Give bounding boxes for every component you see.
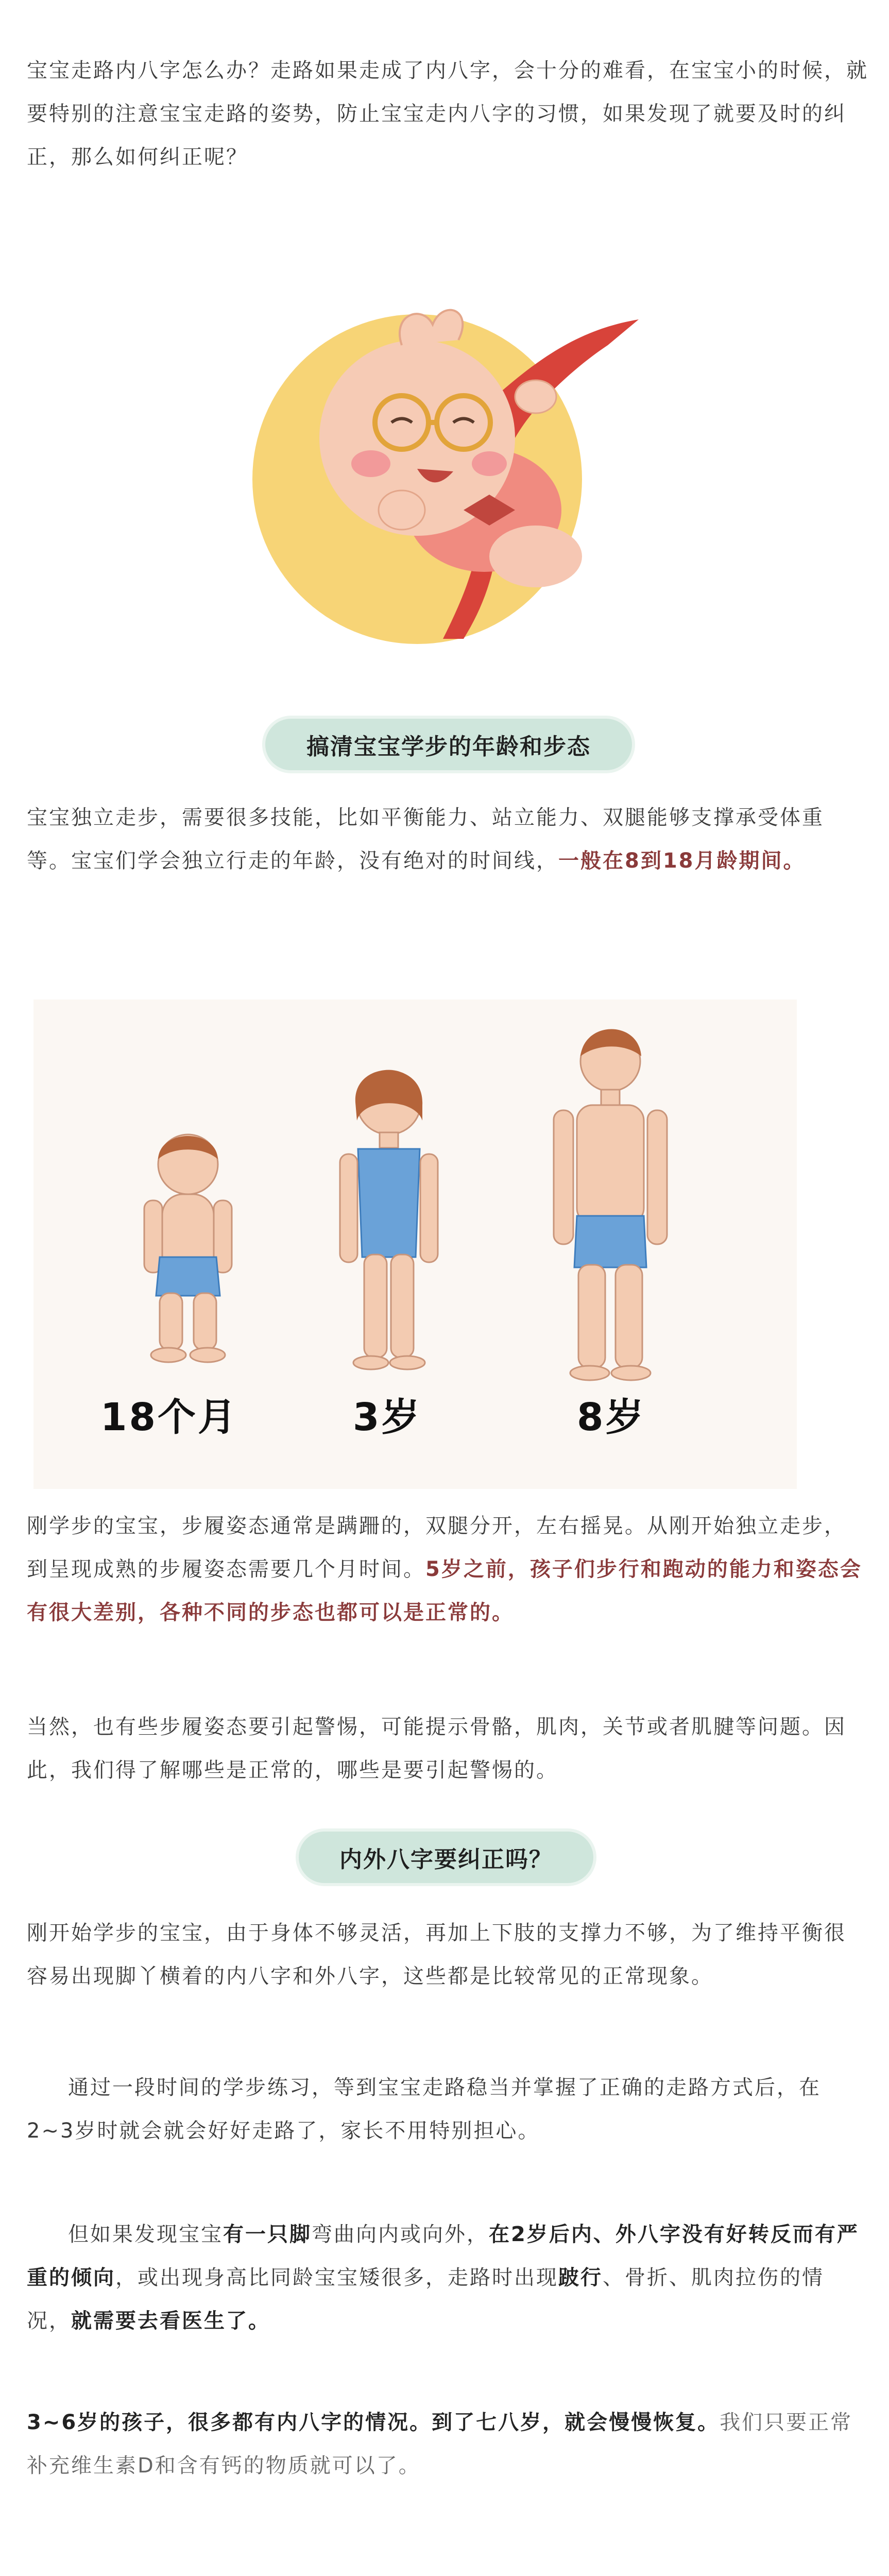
section2-paragraph-1: 刚开始学步的宝宝，由于身体不够灵活，再加上下肢的支撑力不够，为了维持平衡很容易出现脚丫横着的内八字和外八字，这些都是比较常见的正常现象。 xyxy=(27,1921,846,1988)
section1-p2-highlight: 5岁之前，孩子们步行和跑动的能力和姿态会有很大差别，各种不同的步态也都可以是正常的。 xyxy=(27,1557,862,1624)
section2-paragraph-3 xyxy=(27,2213,862,2343)
section1-paragraph-3: 当然，也有些步履姿态要引起警惕，可能提示骨骼，肌肉，关节或者肌腱等问题。因此，我们得了解哪些是正常的，哪些是要引起警惕的。 xyxy=(27,1715,846,1782)
children-growth-illustration xyxy=(33,999,797,1489)
section2-paragraph-2: 通过一段时间的学步练习，等到宝宝走路稳当并掌握了正确的走路方式后，在2~3岁时就会就会好好走路了，家长不用特别担心。 xyxy=(27,2076,821,2143)
section-title-gait: 搞清宝宝学步的年龄和步态 xyxy=(265,719,632,770)
s2p3-d: 在2岁后内、外八字没有好转反而有严重的倾向 xyxy=(27,2223,859,2290)
s2p4-a: 3~6岁的孩子，很多都有内八字的情况。到了七八岁，就会慢慢恢复。 xyxy=(27,2411,720,2434)
s2p3-a: 但如果发现宝宝 xyxy=(68,2223,223,2246)
child-3y-figure xyxy=(340,1070,438,1369)
baby-illustration xyxy=(247,268,670,659)
section1-paragraph-2 xyxy=(27,1504,862,1634)
section1-p1-highlight: 一般在8到18月龄期间。 xyxy=(558,849,806,873)
s2p3-h: 就需要去看医生了。 xyxy=(71,2309,270,2333)
s2p3-f: 跛行 xyxy=(558,2266,603,2290)
s2p3-b: 有一只脚 xyxy=(223,2223,312,2246)
toddler-figure xyxy=(144,1134,232,1362)
s2p3-g: 、骨折、肌肉拉伤的情况， xyxy=(27,2266,824,2333)
s2p3-c: 弯曲向内或向外， xyxy=(312,2223,489,2246)
age-caption-8-years: 8岁 xyxy=(577,1395,646,1439)
age-caption-3-years: 3岁 xyxy=(353,1395,422,1439)
section-title-correction: 内外八字要纠正吗？ xyxy=(299,1832,593,1883)
section1-p2-text: 刚学步的宝宝，步履姿态通常是蹒跚的，双腿分开，左右摇晃。从刚开始独立走步，到呈现成熟的步履姿态需要几个月时间。 xyxy=(27,1514,846,1581)
section2-paragraph-4 xyxy=(27,2401,862,2487)
intro-text: 宝宝走路内八字怎么办？走路如果走成了内八字，会十分的难看，在宝宝小的时候，就要特别的注意宝宝走路的姿势，防止宝宝走内八字的习惯，如果发现了就要及时的纠正，那么如何纠正呢？ xyxy=(27,59,868,169)
age-caption-18-months: 18个月 xyxy=(100,1395,238,1439)
section1-p1-text: 宝宝独立走步，需要很多技能，比如平衡能力、站立能力、双腿能够支撑承受体重等。宝宝们学会独立行走的年龄，没有绝对的时间线， xyxy=(27,806,824,873)
s2p3-e: ，或出现身高比同龄宝宝矮很多，走路时出现 xyxy=(115,2266,558,2290)
child-8y-figure xyxy=(554,1029,667,1381)
section1-paragraph-1 xyxy=(27,796,862,883)
s2p4-b: 我们只要正常补充维生素D和含有钙的物质就可以了。 xyxy=(27,2411,853,2478)
